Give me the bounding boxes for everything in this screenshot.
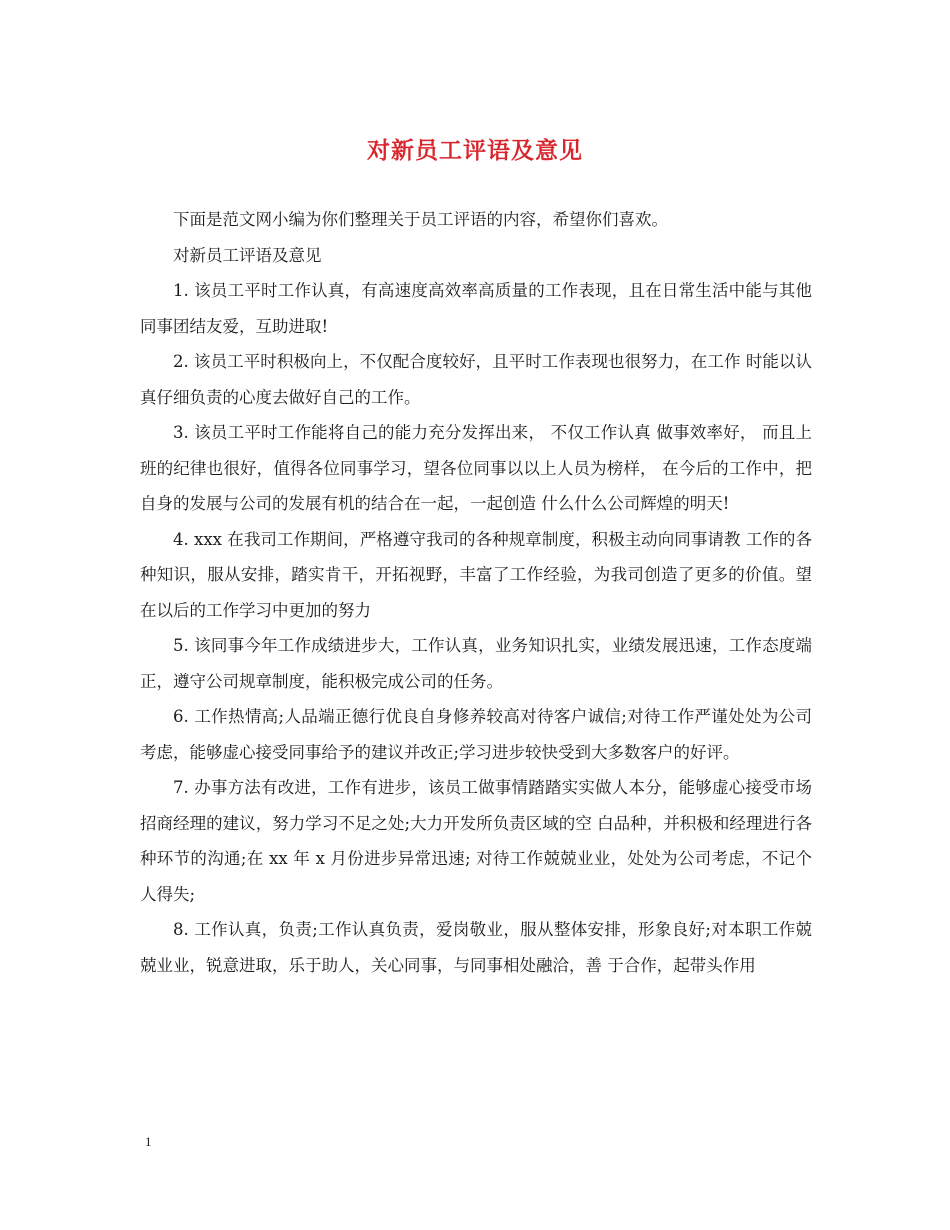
comment-item-3: 3. 该员工平时工作能将自己的能力充分发挥出来， 不仅工作认真 做事效率好， 而且上班的纪律也很好，值得各位同事学习，望各位同事以以上人员为榜样， 在今后的工作中，把自身的发展与公司的发展有机的结合在一起，一起创造 什么什么公司辉煌的明天! xyxy=(140,423,812,513)
comment-item-4: 4. xxx 在我司工作期间，严格遵守我司的各种规章制度，积极主动向同事请教 工作的各种知识，服从安排，踏实肯干，开拓视野，丰富了工作经验，为我司创造了更多的价值。望在以后的工作学习中更加的努力 xyxy=(140,529,812,620)
comment-item-1: 1. 该员工平时工作认真，有高速度高效率高质量的工作表现，且在日常生活中能与其他同事团结友爱，互助进取! xyxy=(140,281,812,336)
comment-item-6: 6. 工作热情高;人品端正德行优良自身修养较高对待客户诚信;对待工作严谨处处为公司考虑，能够虚心接受同事给予的建议并改正;学习进步较快受到大多数客户的好评。 xyxy=(140,707,812,762)
document-title: 对新员工评语及意见 xyxy=(367,137,583,164)
intro-paragraph: 下面是范文网小编为你们整理关于员工评语的内容，希望你们喜欢。 xyxy=(173,210,668,229)
comment-item-8: 8. 工作认真，负责;工作认真负责，爱岗敬业，服从整体安排，形象良好;对本职工作兢兢业业，锐意进取，乐于助人，关心同事，与同事相处融洽，善 于合作，起带头作用 xyxy=(140,920,812,975)
comment-item-7: 7. 办事方法有改进，工作有进步，该员工做事情踏踏实实做人本分，能够虚心接受市场招商经理的建议，努力学习不足之处;大力开发所负责区域的空 白品种，并积极和经理进行各种环节的沟通;在 xx 年 x 月份进步异常迅速; 对待工作兢兢业业，处处为公司考虑，不记个人得失; xyxy=(140,778,812,904)
comment-item-5: 5. 该同事今年工作成绩进步大，工作认真，业务知识扎实，业绩发展迅速，工作态度端正，遵守公司规章制度，能积极完成公司的任务。 xyxy=(140,636,812,691)
comment-item-2: 2. 该员工平时积极向上，不仅配合度较好，且平时工作表现也很努力，在工作 时能以认真仔细负责的心度去做好自己的工作。 xyxy=(140,352,812,407)
section-heading: 对新员工评语及意见 xyxy=(173,245,322,265)
document-body xyxy=(140,202,812,983)
page-number: 1 xyxy=(145,1134,152,1149)
